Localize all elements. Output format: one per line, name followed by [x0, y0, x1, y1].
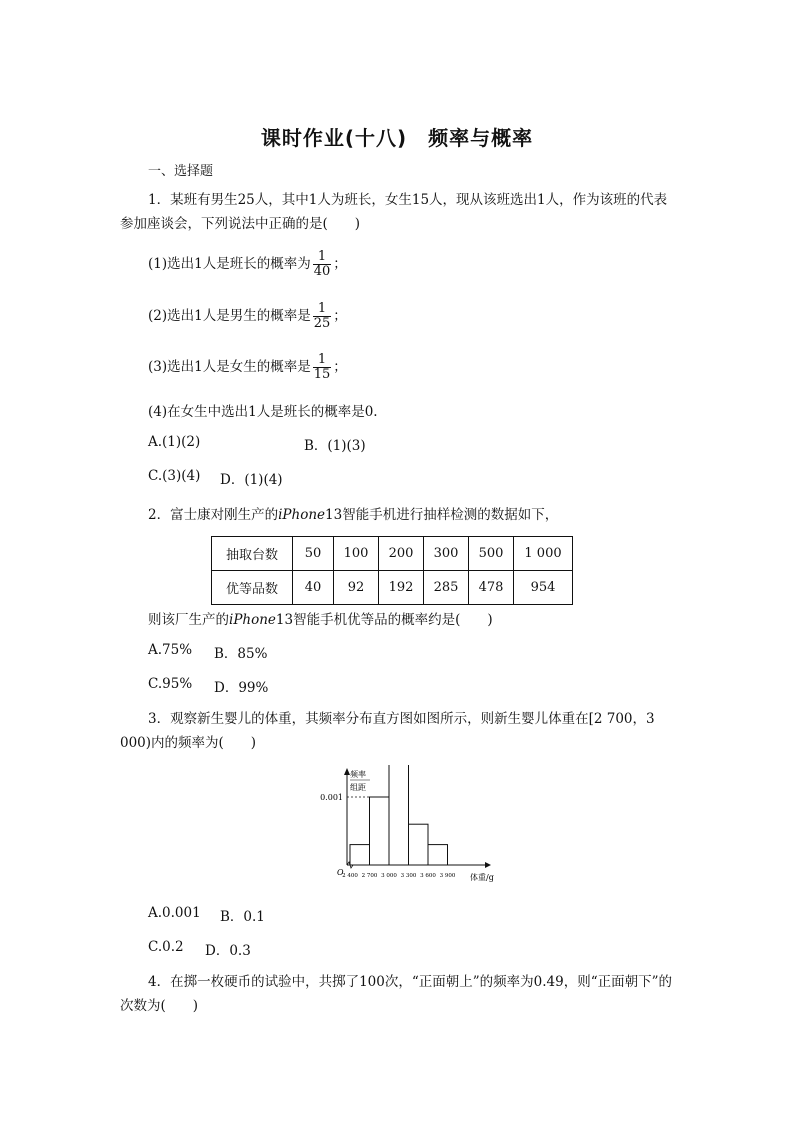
q2-after-pre: 则该厂生产的 — [148, 612, 229, 628]
x-tick-label: 3 900 — [439, 873, 456, 879]
q1-option-c: C.(3)(4) — [148, 468, 201, 484]
q1-statement-1 — [148, 250, 347, 279]
q2-option-a: A.75% — [148, 642, 193, 658]
table-cell: 100 — [334, 537, 379, 571]
table-cell: 285 — [424, 571, 469, 605]
table-cell: 300 — [424, 537, 469, 571]
table-header-sampled: 抽取台数 — [212, 537, 293, 571]
section-heading: 一、选择题 — [148, 164, 214, 179]
q1-option-d: D．(1)(4) — [220, 472, 283, 488]
q3-option-a: A.0.001 — [148, 905, 201, 921]
question-1-stem: 1．某班有男生25人，其中1人为班长，女生15人，现从该班选出1人，作为该班的代表参加座谈会，下列说法中正确的是( ) — [120, 192, 668, 232]
table-cell: 954 — [514, 571, 573, 605]
histogram-bar — [370, 797, 390, 865]
q1-s3-denominator: 15 — [313, 367, 331, 382]
q2-stem-post: 13智能手机进行抽样检测的数据如下， — [325, 507, 559, 523]
x-tick-label: 2 700 — [361, 873, 378, 879]
q2-brand: iPhone — [278, 507, 326, 523]
table-header-quality: 优等品数 — [212, 571, 293, 605]
q1-s3-fraction — [313, 353, 332, 382]
q2-option-d: D．99% — [214, 680, 269, 696]
q2-question-line — [148, 608, 493, 628]
q1-option-a: A.(1)(2) — [148, 434, 201, 450]
q1-s1-denominator: 40 — [313, 264, 331, 279]
q1-s2-denominator: 25 — [313, 316, 331, 331]
x-tick-label: 3 600 — [420, 873, 436, 879]
q2-option-b: B．85% — [214, 646, 268, 662]
q2-after-brand: iPhone — [229, 612, 276, 628]
y-label-top: 频率 — [350, 770, 366, 779]
q1-s1-text: (1)选出1人是班长的概率为 — [148, 256, 311, 272]
table-cell: 200 — [379, 537, 424, 571]
page-title: 课时作业(十八) 频率与概率 — [260, 126, 534, 150]
table-cell: 92 — [334, 571, 379, 605]
x-axis-label: 体重/g — [470, 873, 494, 882]
question-3-stem: 3．观察新生婴儿的体重，其频率分布直方图如图所示，则新生婴儿体重在[2 700，3 000)内的频率为( ) — [120, 711, 655, 751]
question-2-stem — [148, 503, 558, 523]
question-4-stem: 4．在掷一枚硬币的试验中，共掷了100次，“正面朝上”的频率为0.49，则“正面朝下”的次数为( ) — [120, 974, 673, 1014]
table-row-sampled — [212, 537, 573, 571]
histogram-bar — [409, 824, 429, 865]
q3-option-c: C.0.2 — [148, 939, 184, 955]
q1-s3-numerator: 1 — [313, 353, 332, 368]
q2-after-post: 13智能手机优等品的概率约是( ) — [275, 612, 493, 628]
q1-option-b: B．(1)(3) — [304, 438, 366, 454]
sampling-table — [211, 536, 573, 605]
q1-statement-2 — [148, 302, 347, 331]
histogram-bar — [350, 845, 370, 865]
q1-s1-numerator: 1 — [313, 250, 332, 265]
q3-option-d: D．0.3 — [205, 943, 251, 959]
x-tick-label: 2 400 — [342, 873, 358, 879]
table-cell: 478 — [469, 571, 514, 605]
q1-statement-3 — [148, 353, 347, 382]
q1-s1-post: ； — [333, 256, 347, 272]
origin-label: O — [337, 868, 344, 877]
table-cell: 500 — [469, 537, 514, 571]
x-tick-label: 3 300 — [400, 873, 417, 879]
q1-s2-post: ； — [333, 308, 347, 324]
q1-s3-post: ； — [333, 359, 347, 375]
x-tick-label: 3 000 — [381, 873, 397, 879]
y-label-bottom: 组距 — [350, 783, 366, 792]
histogram-bar — [389, 765, 409, 865]
q1-s1-fraction — [313, 250, 332, 279]
frequency-histogram — [310, 765, 520, 890]
table-cell: 1 000 — [514, 537, 573, 571]
histogram-bar — [428, 845, 448, 865]
y-tick-label: 0.001 — [320, 793, 343, 802]
q2-stem-pre: 2．富士康对刚生产的 — [148, 507, 279, 523]
table-cell: 40 — [293, 571, 334, 605]
q1-s2-fraction — [313, 302, 332, 331]
q3-option-b: B．0.1 — [220, 909, 265, 925]
table-cell: 50 — [293, 537, 334, 571]
table-row-quality — [212, 571, 573, 605]
q2-option-c: C.95% — [148, 676, 193, 692]
q1-s2-text: (2)选出1人是男生的概率是 — [148, 308, 311, 324]
q1-statement-4: (4)在女生中选出1人是班长的概率是0. — [148, 404, 378, 420]
q1-s3-text: (3)选出1人是女生的概率是 — [148, 359, 311, 375]
x-axis-arrow — [485, 862, 491, 868]
q1-s2-numerator: 1 — [313, 302, 332, 317]
table-cell: 192 — [379, 571, 424, 605]
